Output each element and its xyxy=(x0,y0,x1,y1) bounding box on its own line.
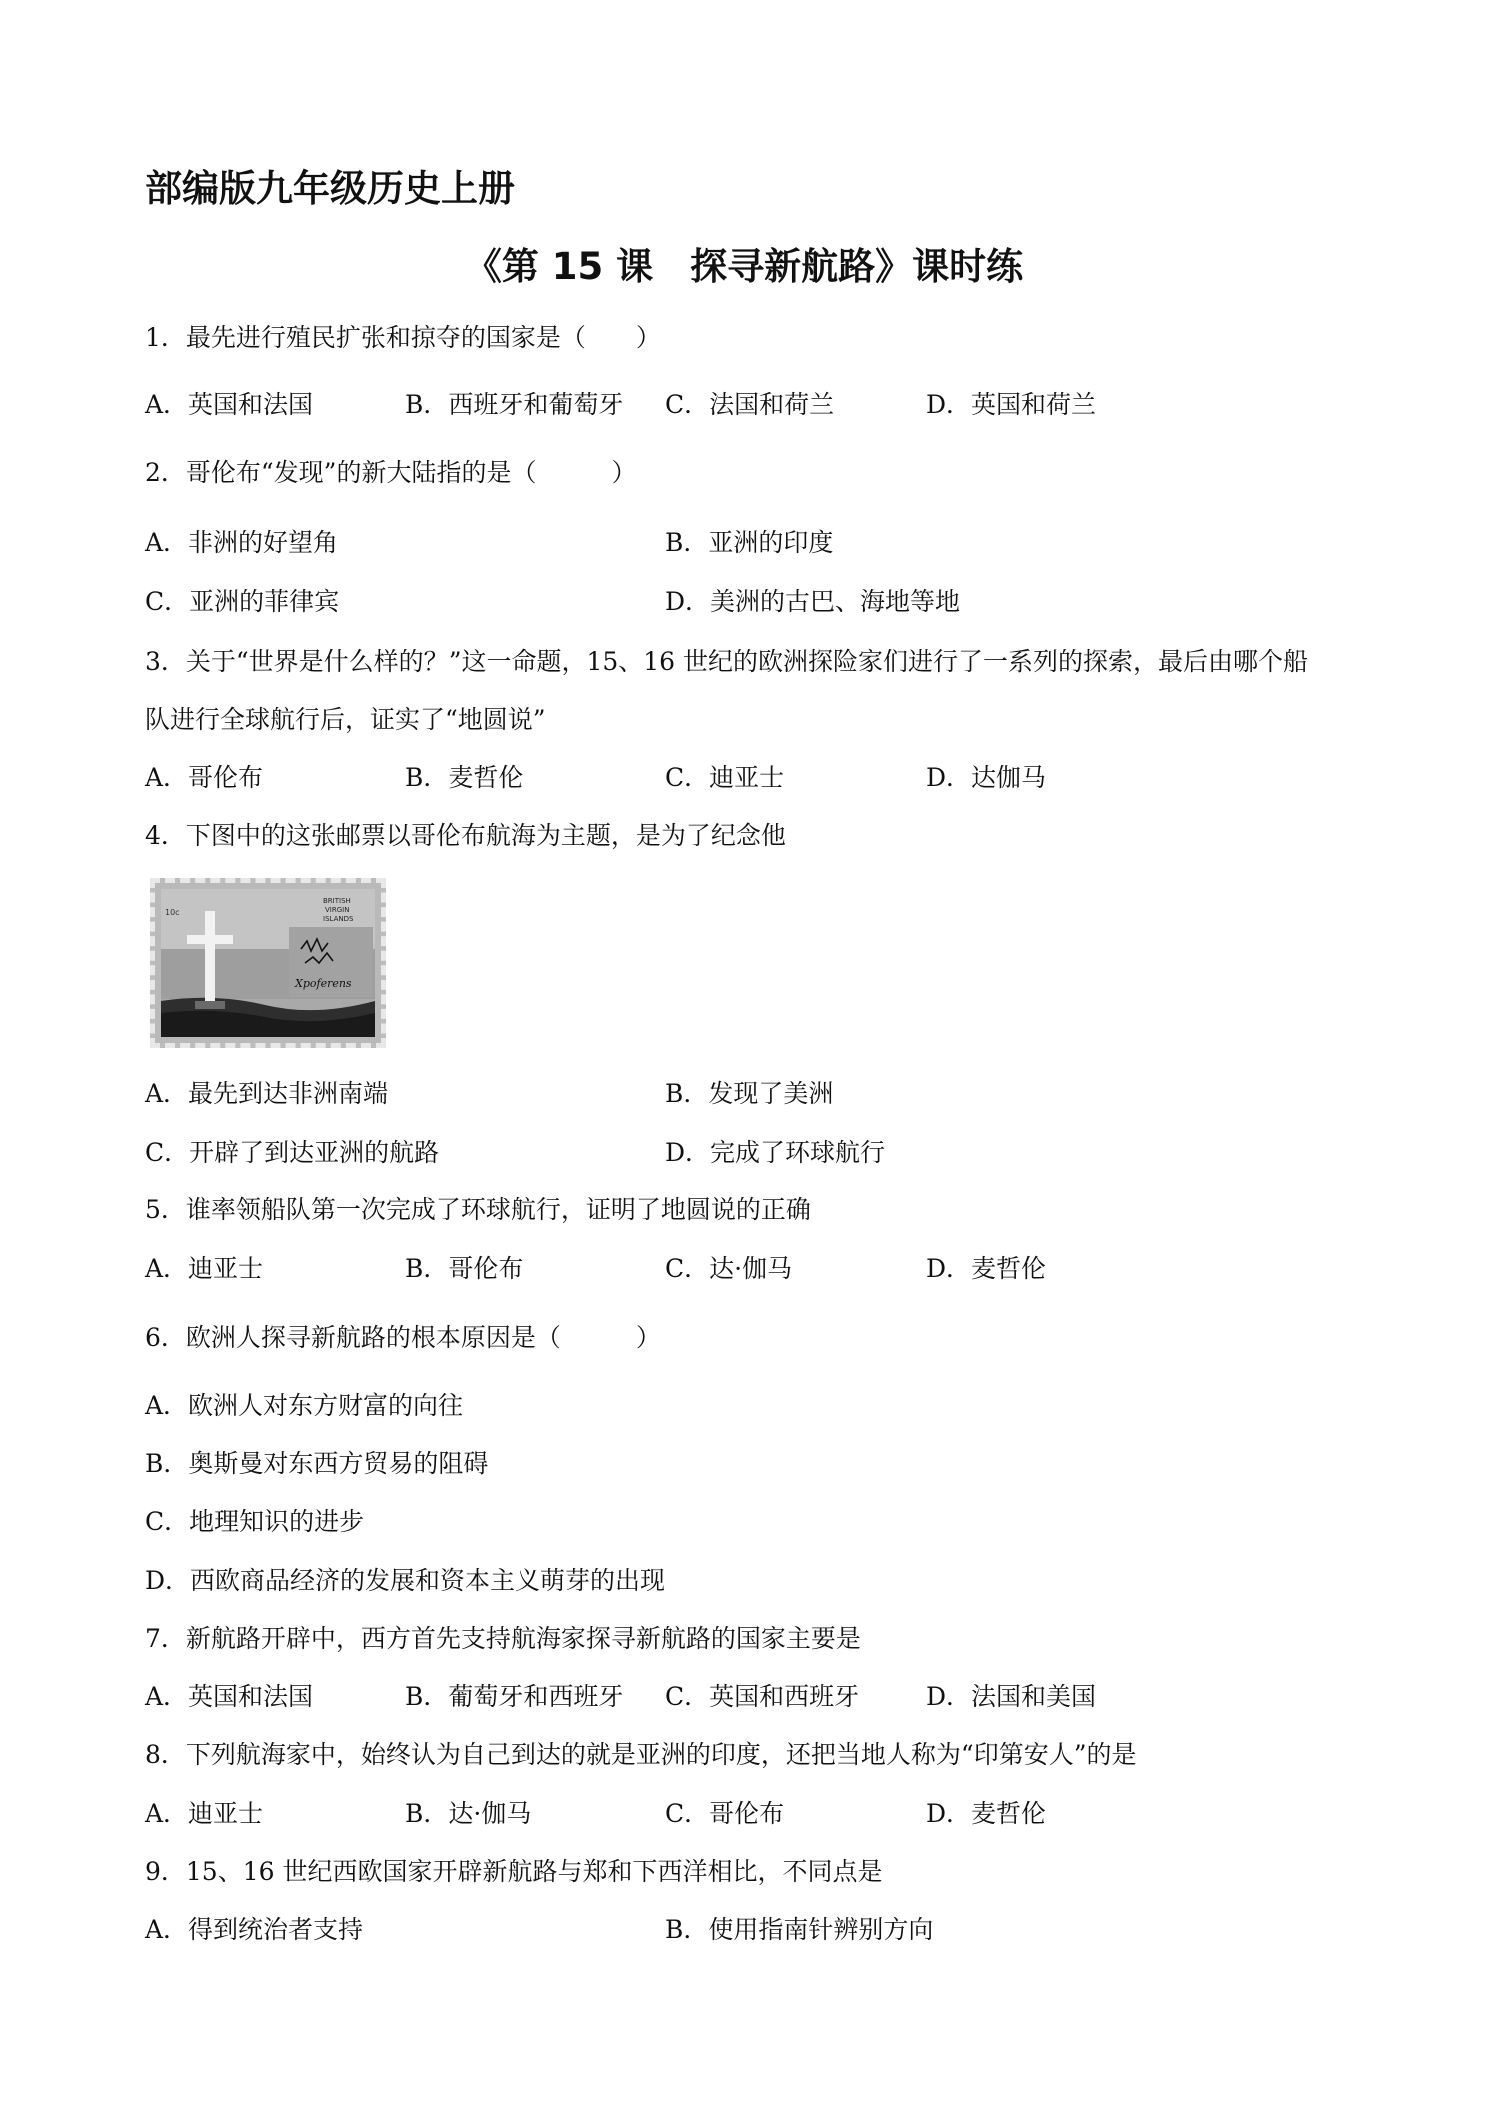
question-6-stem: 6．欧洲人探寻新航路的根本原因是（ ） xyxy=(145,1323,661,1352)
question-3-stem-line-1: 3．关于“世界是什么样的？”这一命题，15、16 世纪的欧洲探险家们进行了一系列的探索，最后由哪个船 xyxy=(145,647,1309,676)
question-9-option-a: A．得到统治者支持 xyxy=(145,1915,364,1944)
question-8-option-c: C．哥伦布 xyxy=(665,1799,785,1828)
question-4-stem: 4．下图中的这张邮票以哥伦布航海为主题，是为了纪念他 xyxy=(145,821,786,850)
question-2-option-c: C．亚洲的菲律宾 xyxy=(145,587,340,616)
stamp-country-line-2: VIRGIN xyxy=(325,906,350,914)
question-7-option-c: C．英国和西班牙 xyxy=(665,1682,860,1711)
question-7-option-d: D．法国和美国 xyxy=(926,1682,1097,1711)
question-8-option-d: D．麦哲伦 xyxy=(926,1799,1047,1828)
question-4-option-d: D．完成了环球航行 xyxy=(665,1138,886,1167)
question-8-option-a: A．迪亚士 xyxy=(145,1799,264,1828)
question-4-option-c: C．开辟了到达亚洲的航路 xyxy=(145,1138,440,1167)
question-1-option-c: C．法国和荷兰 xyxy=(665,390,835,419)
question-1-option-b: B．西班牙和葡萄牙 xyxy=(405,390,624,419)
question-2-option-d: D．美洲的古巴、海地等地 xyxy=(665,587,961,616)
question-3-option-a: A．哥伦布 xyxy=(145,763,264,792)
question-7-option-a: A．英国和法国 xyxy=(145,1682,314,1711)
question-3-option-b: B．麦哲伦 xyxy=(405,763,524,792)
question-3-stem-line-2: 队进行全球航行后，证实了“地圆说” xyxy=(145,705,546,734)
question-2-option-b: B．亚洲的印度 xyxy=(665,528,834,557)
columbus-stamp-image xyxy=(150,878,386,1048)
question-1-option-d: D．英国和荷兰 xyxy=(926,390,1097,419)
stamp-value: 10c xyxy=(165,908,180,917)
question-5-option-c: C．达·伽马 xyxy=(665,1254,793,1283)
question-8-option-b: B．达·伽马 xyxy=(405,1799,532,1828)
question-7-stem: 7．新航路开辟中，西方首先支持航海家探寻新航路的国家主要是 xyxy=(145,1624,861,1653)
question-3-option-c: C．迪亚士 xyxy=(665,763,785,792)
question-8-stem: 8．下列航海家中，始终认为自己到达的就是亚洲的印度，还把当地人称为“印第安人”的是 xyxy=(145,1740,1137,1769)
question-6-option-b: B．奥斯曼对东西方贸易的阻碍 xyxy=(145,1449,489,1478)
question-9-option-b: B．使用指南针辨别方向 xyxy=(665,1915,934,1944)
question-5-option-a: A．迪亚士 xyxy=(145,1254,264,1283)
series-title: 部编版九年级历史上册 xyxy=(145,167,515,210)
question-6-option-a: A．欧洲人对东方财富的向往 xyxy=(145,1391,464,1420)
question-1-stem: 1．最先进行殖民扩张和掠夺的国家是（ ） xyxy=(145,323,661,352)
stamp-signature-text: Xpoferens xyxy=(295,977,352,990)
question-6-option-c: C．地理知识的进步 xyxy=(145,1507,365,1536)
question-2-option-a: A．非洲的好望角 xyxy=(145,528,339,557)
question-4-option-b: B．发现了美洲 xyxy=(665,1079,834,1108)
question-2-stem: 2．哥伦布“发现”的新大陆指的是（ ） xyxy=(145,458,637,487)
lesson-title: 《第 15 课 探寻新航路》课时练 xyxy=(464,245,1024,288)
question-9-stem: 9．15、16 世纪西欧国家开辟新航路与郑和下西洋相比，不同点是 xyxy=(145,1857,883,1886)
stamp-illustration xyxy=(155,883,381,1043)
question-5-option-b: B．哥伦布 xyxy=(405,1254,524,1283)
stamp-country-line-3: ISLANDS xyxy=(323,915,354,923)
question-5-stem: 5．谁率领船队第一次完成了环球航行，证明了地圆说的正确 xyxy=(145,1195,811,1224)
question-4-option-a: A．最先到达非洲南端 xyxy=(145,1079,389,1108)
question-7-option-b: B．葡萄牙和西班牙 xyxy=(405,1682,624,1711)
question-5-option-d: D．麦哲伦 xyxy=(926,1254,1047,1283)
stamp-country-line-1: BRITISH xyxy=(323,897,351,905)
question-3-option-d: D．达伽马 xyxy=(926,763,1047,792)
question-1-option-a: A．英国和法国 xyxy=(145,390,314,419)
question-6-option-d: D．西欧商品经济的发展和资本主义萌芽的出现 xyxy=(145,1566,666,1595)
